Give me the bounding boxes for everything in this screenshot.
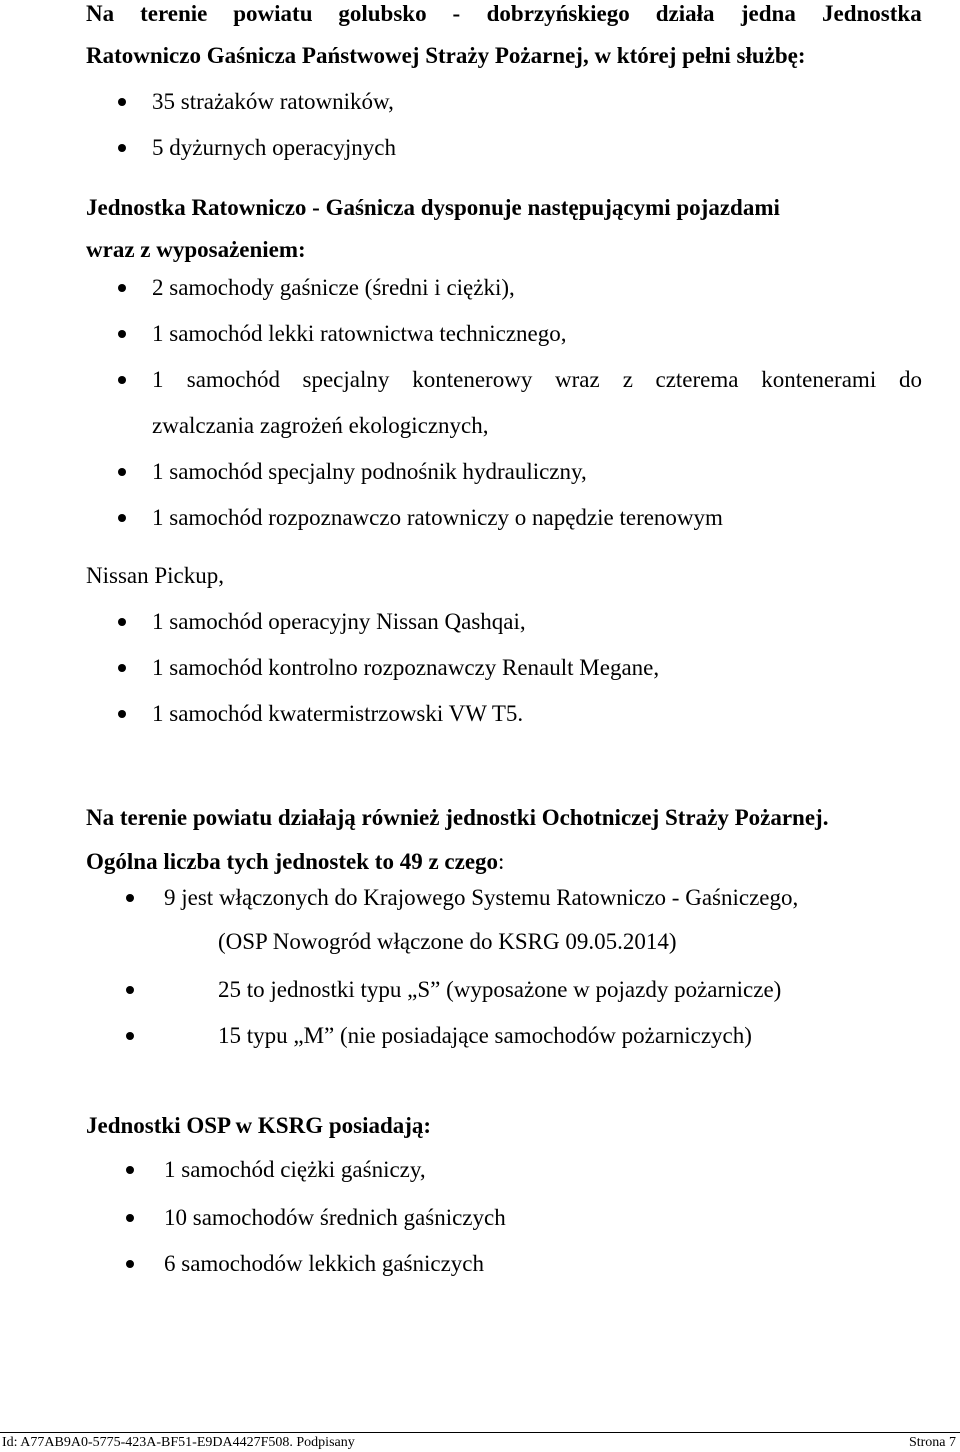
osp-count bbox=[86, 848, 504, 876]
bullet-icon bbox=[126, 1260, 134, 1268]
bullet-icon bbox=[118, 376, 126, 384]
bullet-icon bbox=[118, 284, 126, 292]
vehicle-item-7: 1 samochód kontrolno rozpoznawczy Renault Megane, bbox=[152, 655, 660, 680]
staff-item-2: 5 dyżurnych operacyjnych bbox=[152, 135, 396, 160]
osp-count-text: Ogólna liczba tych jednostek to 49 z czego bbox=[86, 849, 499, 874]
bullet-icon bbox=[126, 1214, 134, 1222]
vehicle-item-1: 2 samochody gaśnicze (średni i ciężki), bbox=[152, 275, 515, 300]
bullet-icon bbox=[118, 330, 126, 338]
intro-word: golubsko bbox=[338, 1, 427, 26]
vehicle-item-3-word: do bbox=[899, 367, 922, 392]
intro-line-2: Ratowniczo Gaśnicza Państwowej Straży Pożarnej, w której pełni służbę: bbox=[86, 43, 806, 68]
vehicle-item-3 bbox=[152, 366, 922, 394]
bullet-icon bbox=[118, 144, 126, 152]
vehicle-item-3-word: samochód bbox=[186, 367, 281, 392]
bullet-icon bbox=[118, 468, 126, 476]
intro-word: jedna bbox=[740, 1, 796, 26]
vehicle-item-3-word: czterema bbox=[655, 367, 739, 392]
intro-word: dobrzyńskiego bbox=[486, 1, 630, 26]
intro-word: powiatu bbox=[233, 1, 313, 26]
vehicles-heading-line-1: Jednostka Ratowniczo - Gaśnicza dysponuje następującymi pojazdami bbox=[86, 195, 780, 220]
staff-item-1: 35 strażaków ratowników, bbox=[152, 89, 394, 114]
vehicle-item-6: 1 samochód operacyjny Nissan Qashqai, bbox=[152, 609, 526, 634]
intro-word: terenie bbox=[140, 1, 208, 26]
vehicle-item-8: 1 samochód kwatermistrzowski VW T5. bbox=[152, 701, 524, 726]
vehicle-item-5-continuation: Nissan Pickup, bbox=[86, 563, 224, 588]
osp-heading: Na terenie powiatu działają również jednostki Ochotniczej Straży Pożarnej. bbox=[86, 805, 829, 830]
intro-word: - bbox=[452, 1, 461, 26]
bullet-icon bbox=[126, 1166, 134, 1174]
intro-word: Jednostka bbox=[822, 1, 922, 26]
osp-item-3: 15 typu „M” (nie posiadające samochodów pożarniczych) bbox=[218, 1023, 752, 1048]
vehicle-item-3-continuation: zwalczania zagrożeń ekologicznych, bbox=[152, 413, 489, 438]
ksrg-item-3: 6 samochodów lekkich gaśniczych bbox=[164, 1251, 484, 1276]
vehicle-item-3-word: wraz bbox=[555, 367, 600, 392]
osp-item-2: 25 to jednostki typu „S” (wyposażone w pojazdy pożarnicze) bbox=[218, 977, 782, 1002]
bullet-icon bbox=[118, 618, 126, 626]
bullet-icon bbox=[118, 710, 126, 718]
osp-item-1-continuation: (OSP Nowogród włączone do KSRG 09.05.2014) bbox=[218, 929, 677, 954]
vehicle-item-3-word: kontenerowy bbox=[412, 367, 533, 392]
vehicle-item-3-word: 1 bbox=[152, 367, 164, 392]
vehicle-item-3-word: kontenerami bbox=[761, 367, 877, 392]
vehicle-item-2: 1 samochód lekki ratownictwa technicznego, bbox=[152, 321, 567, 346]
vehicle-item-3-word: z bbox=[622, 367, 633, 392]
footer-document-id: Id: A77AB9A0-5775-423A-BF51-E9DA4427F508. Podpisany bbox=[2, 1435, 355, 1450]
vehicle-item-4: 1 samochód specjalny podnośnik hydrauliczny, bbox=[152, 459, 587, 484]
intro-line-1 bbox=[86, 0, 922, 28]
bullet-icon bbox=[126, 894, 134, 902]
ksrg-heading: Jednostki OSP w KSRG posiadają: bbox=[86, 1113, 432, 1138]
bullet-icon bbox=[118, 98, 126, 106]
vehicles-heading-line-2: wraz z wyposażeniem: bbox=[86, 237, 306, 262]
intro-word: Na bbox=[86, 1, 115, 26]
vehicle-item-3-word: specjalny bbox=[302, 367, 390, 392]
bullet-icon bbox=[118, 514, 126, 522]
footer-page-number: Strona 7 bbox=[908, 1435, 956, 1450]
footer-divider bbox=[0, 1432, 960, 1433]
osp-item-1: 9 jest włączonych do Krajowego Systemu Ratowniczo - Gaśniczego, bbox=[164, 885, 799, 910]
intro-word: działa bbox=[655, 1, 715, 26]
bullet-icon bbox=[126, 986, 134, 994]
ksrg-item-1: 1 samochód ciężki gaśniczy, bbox=[164, 1157, 426, 1182]
osp-count-colon: : bbox=[498, 849, 505, 874]
bullet-icon bbox=[126, 1032, 134, 1040]
vehicle-item-5: 1 samochód rozpoznawczo ratowniczy o napędzie terenowym bbox=[152, 505, 723, 530]
bullet-icon bbox=[118, 664, 126, 672]
ksrg-item-2: 10 samochodów średnich gaśniczych bbox=[164, 1205, 506, 1230]
